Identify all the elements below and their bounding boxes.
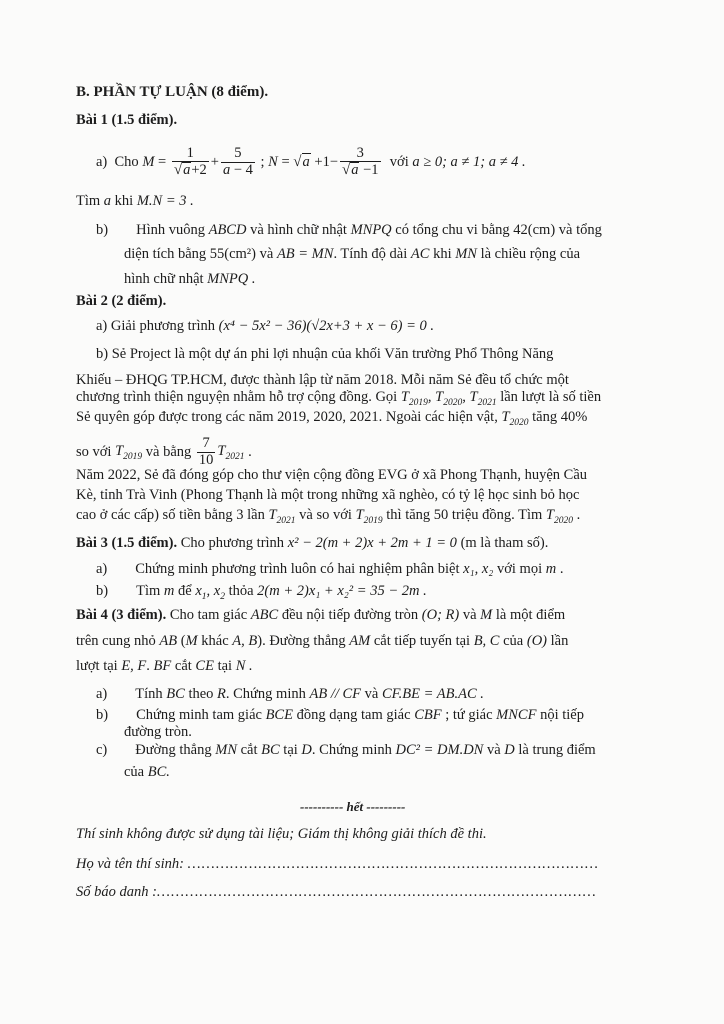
bai2-b-line6: Năm 2022, Sẻ đã đóng góp cho thư viện cộng đồng EVG ở xã Phong Thạnh, huyện Cầu xyxy=(76,467,588,483)
bai1-a: a) Cho M = $\frac{1}{√a+2}$ + $\frac{5}{a - 4}$ ; N = √ a +1− $\frac{3}{√a -1}$ với a ≥ 0; a ≠ 1; a ≠ 4 . xyxy=(96,144,526,178)
exam-note: Thí sinh không được sử dụng tài liệu; Giám thị không giải thích đề thi. xyxy=(76,826,487,842)
bai4-line3: lượt tại E, F. BF cắt CE tại N . xyxy=(76,658,253,674)
bai1-a-condition: a ≥ 0; a ≠ 1; a ≠ 4 . xyxy=(412,153,526,170)
section-title: B. PHẦN TỰ LUẬN (8 điểm). xyxy=(76,84,269,100)
candidate-name-line xyxy=(76,856,599,873)
bai2-b-line7: Kè, tỉnh Trà Vinh (Phong Thạnh là một trong những xã nghèo, có tỷ lệ học sinh bỏ học xyxy=(76,487,580,503)
bai2-b-line8: cao ở các cấp) số tiền bằng 3 lần $T_{2021}$ và so với $T_{2019}$ thì tăng 50 triệu đồng. Tìm $T_{2020}$ . xyxy=(76,507,581,526)
bai1-b-line3: hình chữ nhật MNPQ . xyxy=(124,271,256,287)
bai2-b-line5: so với $T_{2019}$ và bằng $\frac{7}{10}$ $T_{2021}$ . xyxy=(76,435,252,468)
bai4-b-line1: b) Chứng minh tam giác BCE đồng dạng tam giác CBF ; tứ giác MNCF nội tiếp xyxy=(96,707,584,723)
bai1-a-voi: với xyxy=(389,153,409,170)
candidate-number-line xyxy=(76,884,597,901)
candidate-name-label: Họ và tên thí sinh: xyxy=(76,856,184,872)
bai3-a: a) Chứng minh phương trình luôn có hai nghiệm phân biệt x₁, x₂ với mọi m . xyxy=(96,561,564,577)
bai2-b-line4: Sẻ quyên góp được trong các năm 2019, 2020, 2021. Ngoài các hiện vật, $T_{2020}$ tăng 40% xyxy=(76,409,588,428)
bai3-b: b) Tìm m để $x_1$, $x_2$ thỏa 2(m + 2)x₁ + x₂² = 35 − 2m . xyxy=(96,583,427,602)
bai1-b-line2: diện tích bằng 55(cm²) và AB = MN. Tính độ dài AC khi MN là chiều rộng của xyxy=(124,246,581,262)
bai1-tim: Tìm a khi M.N = 3 . xyxy=(76,193,194,209)
bai2-b-line2: Khiếu – ĐHQG TP.HCM, được thành lập từ năm 2018. Mỗi năm Sẻ đều tổ chức một xyxy=(76,372,569,388)
bai4-b-line2: đường tròn. xyxy=(124,724,192,740)
bai2-b-line3: chương trình thiện nguyện nhằm hỗ trợ cộng đồng. Gọi $T_{2019}$, $T_{2020}$, $T_{2021}$ lần lượt là số tiền xyxy=(76,389,602,408)
candidate-name-dots: …………………………………………………………………………… xyxy=(187,856,600,872)
bai4-line1: Bài 4 (3 điểm). Cho tam giác ABC đều nội tiếp đường tròn (O; R) và M là một điểm xyxy=(76,607,566,623)
bai4-line2: trên cung nhỏ AB (M khác A, B). Đường thẳng AM cắt tiếp tuyến tại B, C của (O) lần xyxy=(76,633,569,649)
bai2-a: a) Giải phương trình (x⁴ − 5x² − 36)(√2x+3 + x − 6) = 0 . xyxy=(96,318,435,334)
bai2-title: Bài 2 (2 điểm). xyxy=(76,293,167,309)
bai1-a-cho: Cho xyxy=(114,153,139,170)
bai1-b-line1: b) Hình vuông ABCD và hình chữ nhật MNPQ có tổng chu vi bằng 42(cm) và tổng xyxy=(96,222,602,238)
bai2-b-line1: b) Sẻ Project là một dự án phi lợi nhuận của khối Văn trường Phổ Thông Năng xyxy=(96,346,554,362)
bai4-c-line1: c) Đường thẳng MN cắt BC tại D. Chứng minh DC² = DM.DN và D là trung điểm xyxy=(96,742,596,758)
candidate-number-label: Số báo danh : xyxy=(76,884,157,900)
bai1-a-label: a) xyxy=(96,153,108,170)
end-marker: ---------- hết --------- xyxy=(300,799,406,814)
candidate-number-dots: ………………………………………………………………………………… xyxy=(156,884,597,900)
bai4-c-line2: của BC. xyxy=(124,764,170,780)
bai1-title: Bài 1 (1.5 điểm). xyxy=(76,112,178,128)
bai4-a: a) Tính BC theo R. Chứng minh AB // CF và CF.BE = AB.AC . xyxy=(96,686,484,702)
bai3-intro: Bài 3 (1.5 điểm). Cho phương trình x² − 2(m + 2)x + 2m + 1 = 0 (m là tham số). xyxy=(76,535,549,551)
